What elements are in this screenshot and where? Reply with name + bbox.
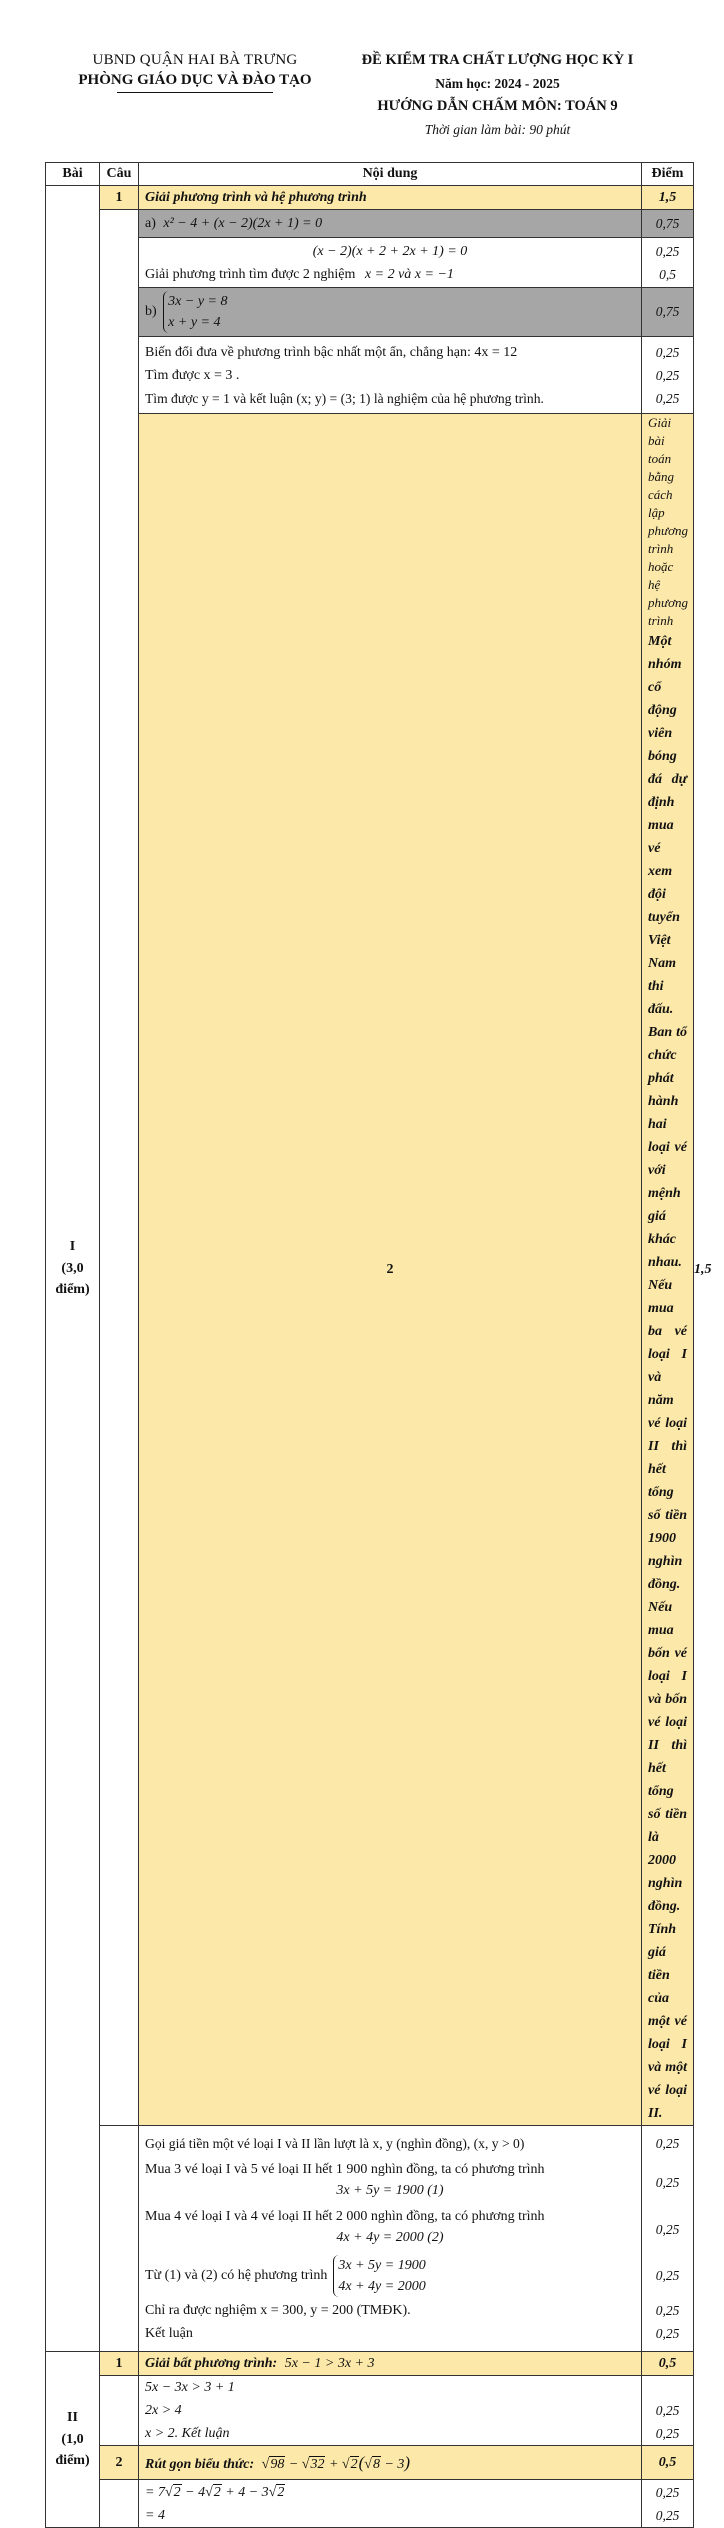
header-bai: Bài	[46, 163, 100, 186]
bai-1-label: I (3,0 điểm)	[46, 186, 100, 2352]
table-header-row	[46, 163, 694, 186]
part-b-question: b) 3x − y = 8 x + y = 4	[139, 288, 642, 337]
radical-simplification: = 7√2 − 4√2 + 4 − 3√2	[145, 2484, 285, 2500]
bai-1-cau-2-solution: Gọi giá tiền một vé loại I và II lần lượt là x, y (nghìn đồng), (x, y > 0) Mua 3 vé loại I và 5 vé loại II hết 1 900 nghìn đồng, ta có phương trình 3x + 5y = 1900 (1) Mua 4 vé loại I và 4 vé loại II hết 2 000 nghìn đồng, ta có phương trình 4x + 4y = 2000 (2) Từ (1) và (2) có hệ phương trình 3x + 5y = 1900 4x + 4y = 2000 Chỉ ra được nghiệm x = 300, y = 200 (TMĐK). Kết luận	[139, 2126, 642, 2352]
system-brace: 3x + 5y = 1900 4x + 4y = 2000	[333, 2255, 425, 2297]
empty-cell	[100, 2376, 139, 2446]
table-row	[46, 2446, 694, 2480]
part-b-solution-scores: 0,25 0,25 0,25	[642, 337, 694, 414]
bai-1-cau-1-score: 1,5	[642, 186, 694, 210]
bai-2-cau-2-score: 0,5	[642, 2446, 694, 2480]
bai-2-cau-2-title: Rút gọn biểu thức: √98 − √32 + √2(√8 − 3)	[139, 2446, 642, 2480]
bai-2-cau-1: 1	[100, 2352, 139, 2376]
bai-2-cau-1-scores: 0,25 0,25	[642, 2376, 694, 2446]
header-noi-dung: Nội dung	[139, 163, 642, 186]
table-row	[46, 2352, 694, 2376]
document-header	[0, 52, 724, 147]
table-row	[46, 288, 694, 337]
part-a-score: 0,75	[642, 210, 694, 238]
table-row	[46, 210, 694, 238]
empty-cell	[100, 210, 139, 2126]
school-year: Năm học: 2024 - 2025	[435, 76, 560, 91]
empty-cell	[100, 2126, 139, 2352]
bai-1-cau-2-solution-scores: 0,25 0,25 0,25 0,25 0,25 0,25	[642, 2126, 694, 2352]
table-row	[46, 2480, 694, 2528]
bai-1-cau-1: 1	[100, 186, 139, 210]
header-underline	[117, 92, 273, 93]
table-row	[46, 337, 694, 414]
bai-1-cau-1-title: Giải phương trình và hệ phương trình	[139, 186, 642, 210]
bai-2-label: II (1,0 điểm)	[46, 2352, 100, 2528]
system-brace: 3x − y = 8 x + y = 4	[163, 291, 227, 333]
header-diem: Điểm	[642, 163, 694, 186]
part-b-solution: Biến đổi đưa về phương trình bậc nhất một ẩn, chẳng hạn: 4x = 12 Tìm được x = 3 . Tìm được y = 1 và kết luận (x; y) = (3; 1) là nghiệm của hệ phương trình.	[139, 337, 642, 414]
table-row: 2 Giải bài toán bằng cách lập phương trình hoặc hệ phương trình Một nhóm cổ động viên bóng đá dự định mua vé xem đội tuyển Việt Nam thi đấu. Ban tổ chức phát hành hai loại vé với mệnh giá khác nhau. Nếu mua ba vé loại I và năm vé loại II thì hết tổng số tiền 1900 nghìn đồng. Nếu mua bốn vé loại I và bốn vé loại II thì hết tổng số tiền là 2000 nghìn đồng. Tính giá tiền của một vé loại I và một vé loại II. 1,5	[46, 414, 694, 2126]
bai-2-cau-1-score: 0,5	[642, 2352, 694, 2376]
part-b-score: 0,75	[642, 288, 694, 337]
grading-guide-title: HƯỚNG DẪN CHẤM MÔN: TOÁN 9	[377, 98, 618, 114]
exam-duration: Thời gian làm bài: 90 phút	[424, 122, 571, 137]
bai-2-cau-2-scores: 0,25 0,25	[642, 2480, 694, 2528]
table-row	[46, 186, 694, 210]
bai-1-cau-2: 2	[139, 414, 642, 2126]
part-a-solution: (x − 2)(x + 2 + 2x + 1) = 0 Giải phương trình tìm được 2 nghiệm x = 2 và x = −1	[139, 238, 642, 288]
table-row	[46, 2376, 694, 2446]
grading-table	[45, 162, 712, 2528]
exam-title: ĐỀ KIỂM TRA CHẤT LƯỢNG HỌC KỲ I	[361, 52, 634, 68]
district-name: UBND QUẬN HAI BÀ TRƯNG	[92, 52, 298, 68]
part-a-question: a) x² − 4 + (x − 2)(2x + 1) = 0	[139, 210, 642, 238]
table-row	[46, 238, 694, 288]
department-name: PHÒNG GIÁO DỤC VÀ ĐÀO TẠO	[78, 72, 312, 88]
bai-2-cau-2-solution: = 7√2 − 4√2 + 4 − 3√2 = 4	[139, 2480, 642, 2528]
bai-2-cau-2: 2	[100, 2446, 139, 2480]
radical-expression: √98 − √32 + √2(√8 − 3)	[261, 2452, 411, 2472]
bai-2-cau-1-title: Giải bất phương trình: 5x − 1 > 3x + 3	[139, 2352, 642, 2376]
bai-2-cau-1-solution: 5x − 3x > 3 + 1 2x > 4 x > 2. Kết luận	[139, 2376, 642, 2446]
bai-1-cau-2-problem: Giải bài toán bằng cách lập phương trình hoặc hệ phương trình Một nhóm cổ động viên bóng đá dự định mua vé xem đội tuyển Việt Nam thi đấu. Ban tổ chức phát hành hai loại vé với mệnh giá khác nhau. Nếu mua ba vé loại I và năm vé loại II thì hết tổng số tiền 1900 nghìn đồng. Nếu mua bốn vé loại I và bốn vé loại II thì hết tổng số tiền là 2000 nghìn đồng. Tính giá tiền của một vé loại I và một vé loại II.	[642, 414, 694, 2126]
header-cau: Câu	[100, 163, 139, 186]
part-a-solution-scores: 0,25 0,5	[642, 238, 694, 288]
table-row	[46, 2126, 694, 2352]
empty-cell	[100, 2480, 139, 2528]
